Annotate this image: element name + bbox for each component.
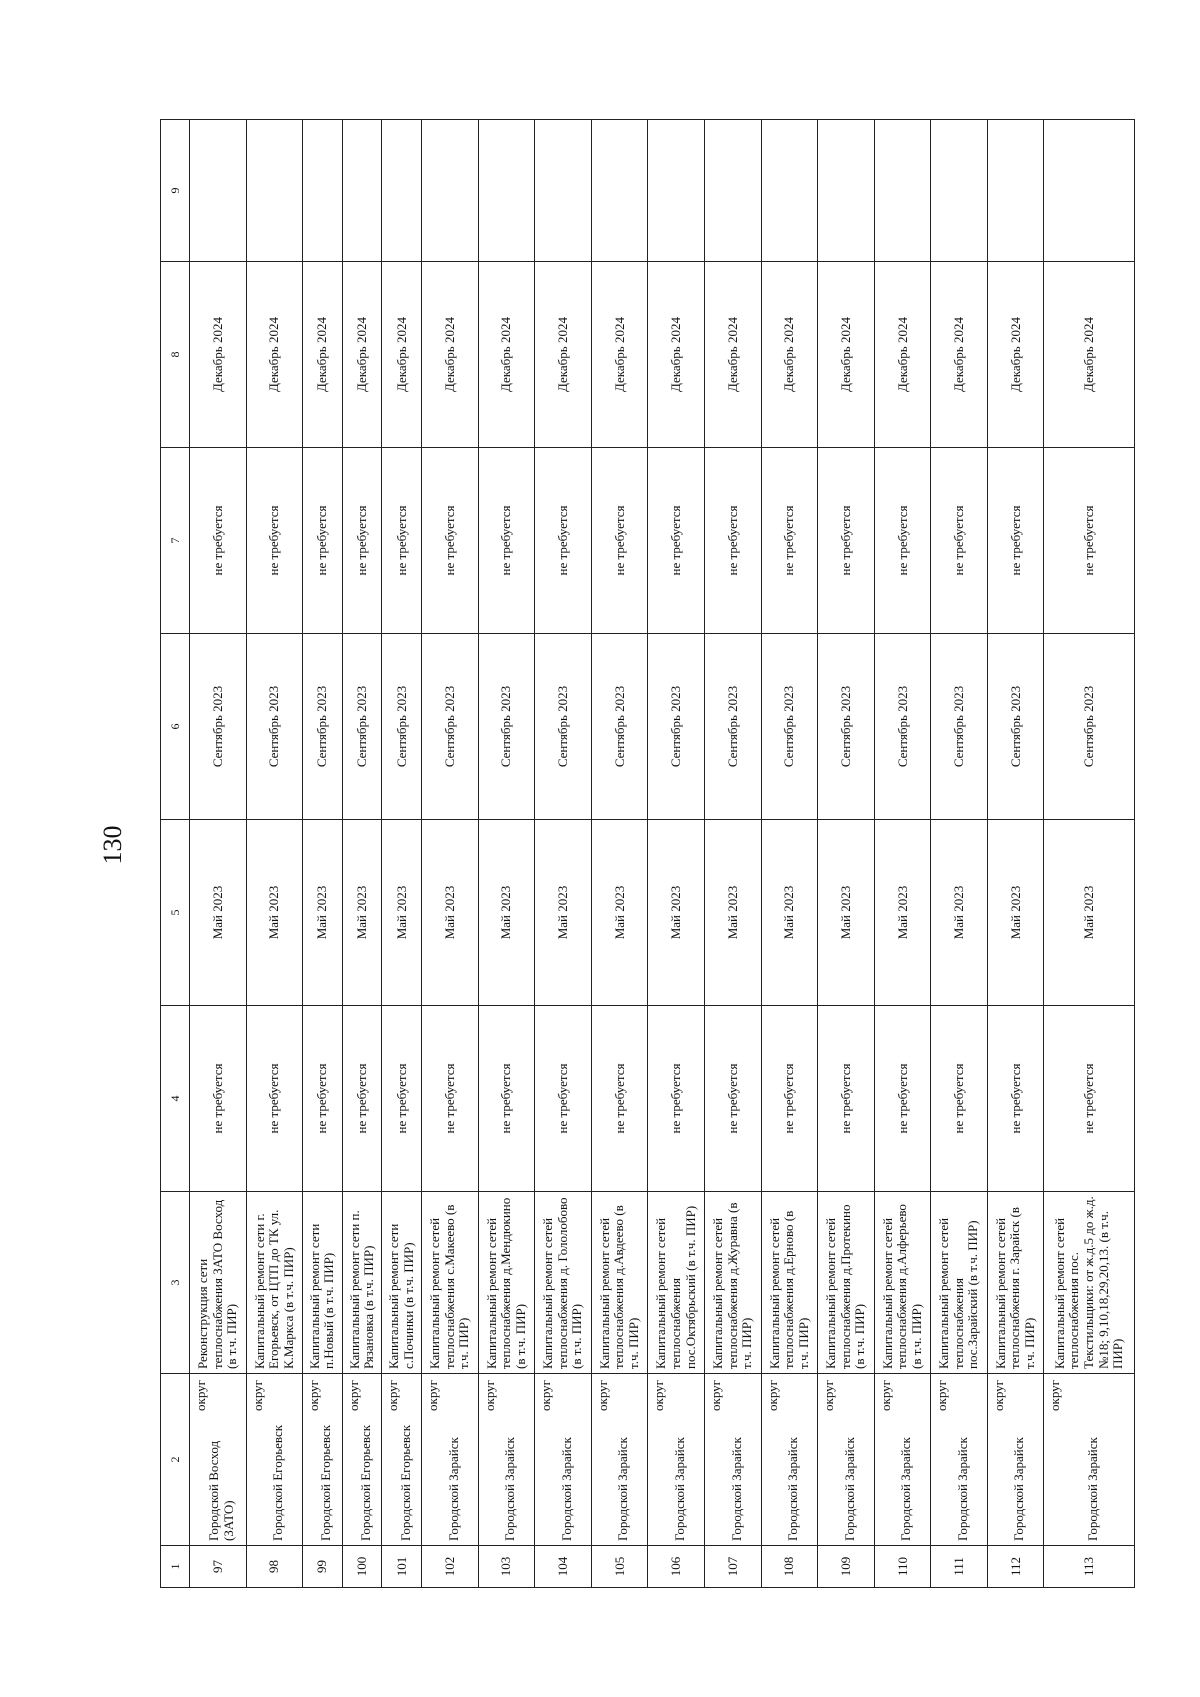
okrug-label: округ xyxy=(877,1380,893,1411)
row-number: 110 xyxy=(874,1546,931,1588)
cell-col-6: Сентябрь 2023 xyxy=(648,634,705,820)
cell-col-7: не требуется xyxy=(1044,448,1135,634)
cell-col-9 xyxy=(818,120,875,262)
cell-col-4: не требуется xyxy=(987,1006,1044,1192)
header-cell-col-4: 4 xyxy=(161,1006,190,1192)
okrug-label: округ xyxy=(345,1380,361,1411)
cell-col-7: не требуется xyxy=(931,448,988,634)
cell-col-5: Май 2023 xyxy=(478,820,535,1006)
cell-col-9 xyxy=(987,120,1044,262)
cell-col-8: Декабрь 2024 xyxy=(382,262,422,448)
okrug-label: округ xyxy=(708,1380,724,1411)
table-row xyxy=(874,120,931,1588)
okrug-label: округ xyxy=(594,1380,610,1411)
cell-col-9 xyxy=(591,120,648,262)
work-description: Капитальный ремонт сетей теплоснабжения г. Зарайск (в т.ч. ПИР) xyxy=(987,1192,1044,1374)
cell-col-4: не требуется xyxy=(591,1006,648,1192)
municipality-name: Городской Зарайск xyxy=(1084,1437,1100,1541)
cell-col-8: Декабрь 2024 xyxy=(190,262,247,448)
cell-col-7: не требуется xyxy=(342,448,382,634)
municipality-name: Городской Зарайск xyxy=(728,1437,744,1541)
municipality-name: Городской Егорьевск xyxy=(357,1424,373,1541)
cell-col-4: не требуется xyxy=(303,1006,343,1192)
cell-col-4: не требуется xyxy=(478,1006,535,1192)
municipality-cell xyxy=(246,1374,303,1546)
work-description: Капитальный ремонт сетей теплоснабжения пос.Октябрьский (в т.ч. ПИР) xyxy=(648,1192,705,1374)
municipality-cell xyxy=(987,1374,1044,1546)
cell-col-9 xyxy=(705,120,762,262)
header-cell-col-1: 1 xyxy=(161,1546,190,1588)
table-body xyxy=(190,120,1135,1588)
cell-col-5: Май 2023 xyxy=(761,820,818,1006)
cell-col-8: Декабрь 2024 xyxy=(591,262,648,448)
cell-col-7: не требуется xyxy=(478,448,535,634)
work-description: Капитальный ремонт сети с.Починки (в т.ч. ПИР) xyxy=(382,1192,422,1374)
municipality-name: Городской Зарайск xyxy=(1011,1437,1027,1541)
cell-col-9 xyxy=(761,120,818,262)
work-description: Капитальный ремонт сети г. Егорьевск, от ЦТП до ТК ул. К.Маркса (в т.ч. ПИР) xyxy=(246,1192,303,1374)
row-number: 108 xyxy=(761,1546,818,1588)
rotated-table-wrapper xyxy=(160,120,1135,1588)
okrug-label: округ xyxy=(306,1380,322,1411)
cell-col-9 xyxy=(190,120,247,262)
cell-col-4: не требуется xyxy=(705,1006,762,1192)
work-description: Капитальный ремонт сетей теплоснабжения д. Гололобово (в т.ч. ПИР) xyxy=(535,1192,592,1374)
table-row xyxy=(190,120,247,1588)
cell-col-9 xyxy=(246,120,303,262)
cell-col-4: не требуется xyxy=(535,1006,592,1192)
header-cell-col-5: 5 xyxy=(161,820,190,1006)
cell-col-9 xyxy=(382,120,422,262)
table-row xyxy=(342,120,382,1588)
works-table xyxy=(160,119,1135,1588)
cell-col-8: Декабрь 2024 xyxy=(761,262,818,448)
table-row xyxy=(1044,120,1135,1588)
cell-col-5: Май 2023 xyxy=(303,820,343,1006)
header-cell-col-3: 3 xyxy=(161,1192,190,1374)
cell-col-5: Май 2023 xyxy=(190,820,247,1006)
okrug-label: округ xyxy=(821,1380,837,1411)
cell-col-6: Сентябрь 2023 xyxy=(190,634,247,820)
header-cell-col-9: 9 xyxy=(161,120,190,262)
table-row xyxy=(705,120,762,1588)
row-number: 109 xyxy=(818,1546,875,1588)
row-number: 105 xyxy=(591,1546,648,1588)
row-number: 100 xyxy=(342,1546,382,1588)
cell-col-9 xyxy=(535,120,592,262)
municipality-name: Городской Зарайск xyxy=(671,1437,687,1541)
municipality-name: Городской Зарайск xyxy=(502,1437,518,1541)
cell-col-8: Декабрь 2024 xyxy=(931,262,988,448)
municipality-cell xyxy=(303,1374,343,1546)
okrug-label: округ xyxy=(385,1380,401,1411)
table-row xyxy=(987,120,1044,1588)
work-description: Капитальный ремонт сетей теплоснабжения д.Алферьево (в т.ч. ПИР) xyxy=(874,1192,931,1374)
municipality-cell xyxy=(818,1374,875,1546)
cell-col-5: Май 2023 xyxy=(648,820,705,1006)
cell-col-6: Сентябрь 2023 xyxy=(382,634,422,820)
work-description: Капитальный ремонт сетей теплоснабжения с.Макеево (в т.ч. ПИР) xyxy=(422,1192,479,1374)
table-row xyxy=(246,120,303,1588)
work-description: Капитальный ремонт сетей теплоснабжения д.Мендюкино (в т.ч. ПИР) xyxy=(478,1192,535,1374)
table-row xyxy=(422,120,479,1588)
header-cell-col-2: 2 xyxy=(161,1374,190,1546)
row-number: 111 xyxy=(931,1546,988,1588)
cell-col-6: Сентябрь 2023 xyxy=(818,634,875,820)
okrug-label: округ xyxy=(538,1380,554,1411)
cell-col-7: не требуется xyxy=(874,448,931,634)
table-row xyxy=(761,120,818,1588)
cell-col-8: Декабрь 2024 xyxy=(705,262,762,448)
cell-col-6: Сентябрь 2023 xyxy=(535,634,592,820)
work-description: Капитальный ремонт сетей теплоснабжения д.Ерново (в т.ч. ПИР) xyxy=(761,1192,818,1374)
municipality-cell xyxy=(705,1374,762,1546)
cell-col-8: Декабрь 2024 xyxy=(478,262,535,448)
cell-col-7: не требуется xyxy=(591,448,648,634)
cell-col-7: не требуется xyxy=(648,448,705,634)
cell-col-9 xyxy=(1044,120,1135,262)
row-number: 99 xyxy=(303,1546,343,1588)
cell-col-9 xyxy=(422,120,479,262)
municipality-name: Городской Зарайск xyxy=(898,1437,914,1541)
cell-col-6: Сентябрь 2023 xyxy=(1044,634,1135,820)
row-number: 113 xyxy=(1044,1546,1135,1588)
cell-col-5: Май 2023 xyxy=(931,820,988,1006)
cell-col-8: Декабрь 2024 xyxy=(987,262,1044,448)
cell-col-8: Декабрь 2024 xyxy=(246,262,303,448)
row-number: 98 xyxy=(246,1546,303,1588)
work-description: Капитальный ремонт сетей теплоснабжения пос. Текстильщики: от ж.д.5 до ж.д.№18; 9,10,18,29,20,13. (в т.ч. ПИР) xyxy=(1044,1192,1135,1374)
cell-col-5: Май 2023 xyxy=(422,820,479,1006)
cell-col-5: Май 2023 xyxy=(246,820,303,1006)
okrug-label: округ xyxy=(425,1380,441,1411)
row-number: 102 xyxy=(422,1546,479,1588)
okrug-label: округ xyxy=(193,1380,208,1411)
work-description: Капитальный ремонт сетей теплоснабжения д.Протекино (в т.ч. ПИР) xyxy=(818,1192,875,1374)
cell-col-9 xyxy=(342,120,382,262)
cell-col-4: не требуется xyxy=(818,1006,875,1192)
cell-col-9 xyxy=(648,120,705,262)
cell-col-8: Декабрь 2024 xyxy=(1044,262,1135,448)
page-number: 130 xyxy=(98,825,127,865)
cell-col-7: не требуется xyxy=(818,448,875,634)
municipality-cell xyxy=(382,1374,422,1546)
municipality-name: Городской Восход (ЗАТО) xyxy=(206,1440,236,1541)
cell-col-6: Сентябрь 2023 xyxy=(874,634,931,820)
okrug-label: округ xyxy=(990,1380,1006,1411)
cell-col-7: не требуется xyxy=(422,448,479,634)
cell-col-6: Сентябрь 2023 xyxy=(246,634,303,820)
okrug-label: округ xyxy=(934,1380,950,1411)
cell-col-4: не требуется xyxy=(1044,1006,1135,1192)
okrug-label: округ xyxy=(651,1380,667,1411)
table-row xyxy=(535,120,592,1588)
cell-col-9 xyxy=(874,120,931,262)
cell-col-6: Сентябрь 2023 xyxy=(761,634,818,820)
municipality-name: Городской Зарайск xyxy=(445,1437,461,1541)
cell-col-7: не требуется xyxy=(761,448,818,634)
table-row xyxy=(818,120,875,1588)
cell-col-9 xyxy=(303,120,343,262)
cell-col-7: не требуется xyxy=(987,448,1044,634)
row-number: 112 xyxy=(987,1546,1044,1588)
cell-col-9 xyxy=(931,120,988,262)
okrug-label: округ xyxy=(764,1380,780,1411)
cell-col-4: не требуется xyxy=(342,1006,382,1192)
municipality-cell xyxy=(931,1374,988,1546)
cell-col-7: не требуется xyxy=(303,448,343,634)
cell-col-5: Май 2023 xyxy=(705,820,762,1006)
municipality-cell xyxy=(874,1374,931,1546)
work-description: Капитальный ремонт сетей теплоснабжения д.Журавна (в т.ч. ПИР) xyxy=(705,1192,762,1374)
cell-col-5: Май 2023 xyxy=(535,820,592,1006)
cell-col-8: Декабрь 2024 xyxy=(648,262,705,448)
cell-col-6: Сентябрь 2023 xyxy=(931,634,988,820)
municipality-name: Городской Зарайск xyxy=(841,1437,857,1541)
okrug-label: округ xyxy=(481,1380,497,1411)
cell-col-4: не требуется xyxy=(761,1006,818,1192)
cell-col-6: Сентябрь 2023 xyxy=(705,634,762,820)
table-row xyxy=(931,120,988,1588)
cell-col-8: Декабрь 2024 xyxy=(818,262,875,448)
table-row xyxy=(648,120,705,1588)
municipality-cell xyxy=(478,1374,535,1546)
cell-col-7: не требуется xyxy=(382,448,422,634)
row-number: 103 xyxy=(478,1546,535,1588)
cell-col-6: Сентябрь 2023 xyxy=(987,634,1044,820)
cell-col-7: не требуется xyxy=(535,448,592,634)
municipality-cell xyxy=(761,1374,818,1546)
row-number: 106 xyxy=(648,1546,705,1588)
cell-col-8: Декабрь 2024 xyxy=(303,262,343,448)
cell-col-8: Декабрь 2024 xyxy=(342,262,382,448)
municipality-name: Городской Егорьевск xyxy=(397,1424,413,1541)
municipality-name: Городской Егорьевск xyxy=(318,1424,334,1541)
work-description: Реконструкция сети теплоснабжения ЗАТО Восход (в т.ч. ПИР) xyxy=(190,1192,247,1374)
row-number: 97 xyxy=(190,1546,247,1588)
cell-col-5: Май 2023 xyxy=(382,820,422,1006)
cell-col-5: Май 2023 xyxy=(342,820,382,1006)
cell-col-5: Май 2023 xyxy=(591,820,648,1006)
cell-col-4: не требуется xyxy=(382,1006,422,1192)
row-number: 101 xyxy=(382,1546,422,1588)
row-number: 107 xyxy=(705,1546,762,1588)
cell-col-7: не требуется xyxy=(705,448,762,634)
municipality-cell xyxy=(648,1374,705,1546)
table-row xyxy=(303,120,343,1588)
cell-col-5: Май 2023 xyxy=(818,820,875,1006)
cell-col-4: не требуется xyxy=(931,1006,988,1192)
cell-col-9 xyxy=(478,120,535,262)
cell-col-8: Декабрь 2024 xyxy=(874,262,931,448)
table-row xyxy=(382,120,422,1588)
row-number: 104 xyxy=(535,1546,592,1588)
cell-col-4: не требуется xyxy=(874,1006,931,1192)
header-cell-col-7: 7 xyxy=(161,448,190,634)
cell-col-6: Сентябрь 2023 xyxy=(303,634,343,820)
municipality-name: Городской Егорьевск xyxy=(270,1424,286,1541)
cell-col-4: не требуется xyxy=(422,1006,479,1192)
cell-col-5: Май 2023 xyxy=(987,820,1044,1006)
cell-col-7: не требуется xyxy=(190,448,247,634)
municipality-name: Городской Зарайск xyxy=(785,1437,801,1541)
table-row xyxy=(478,120,535,1588)
cell-col-8: Декабрь 2024 xyxy=(535,262,592,448)
municipality-cell xyxy=(1044,1374,1135,1546)
cell-col-6: Сентябрь 2023 xyxy=(422,634,479,820)
table-row xyxy=(591,120,648,1588)
cell-col-7: не требуется xyxy=(246,448,303,634)
municipality-name: Городской Зарайск xyxy=(615,1437,631,1541)
work-description: Капитальный ремонт сетей теплоснабжения пос.Зарайский (в т.ч. ПИР) xyxy=(931,1192,988,1374)
municipality-cell xyxy=(422,1374,479,1546)
work-description: Капитальный ремонт сетей теплоснабжения д.Авдеево (в т.ч. ПИР) xyxy=(591,1192,648,1374)
cell-col-4: не требуется xyxy=(246,1006,303,1192)
municipality-cell xyxy=(591,1374,648,1546)
cell-col-5: Май 2023 xyxy=(874,820,931,1006)
cell-col-4: не требуется xyxy=(190,1006,247,1192)
municipality-cell xyxy=(342,1374,382,1546)
municipality-name: Городской Зарайск xyxy=(558,1437,574,1541)
municipality-cell xyxy=(190,1374,247,1546)
cell-col-4: не требуется xyxy=(648,1006,705,1192)
municipality-name: Городской Зарайск xyxy=(954,1437,970,1541)
cell-col-6: Сентябрь 2023 xyxy=(342,634,382,820)
header-row xyxy=(161,120,190,1588)
header-cell-col-8: 8 xyxy=(161,262,190,448)
cell-col-8: Декабрь 2024 xyxy=(422,262,479,448)
table-header xyxy=(161,120,190,1588)
cell-col-6: Сентябрь 2023 xyxy=(591,634,648,820)
header-cell-col-6: 6 xyxy=(161,634,190,820)
okrug-label: округ xyxy=(249,1380,265,1411)
okrug-label: округ xyxy=(1047,1380,1063,1411)
municipality-cell xyxy=(535,1374,592,1546)
cell-col-6: Сентябрь 2023 xyxy=(478,634,535,820)
work-description: Капитальный ремонт сети п. Рязановка (в т.ч. ПИР) xyxy=(342,1192,382,1374)
work-description: Капитальный ремонт сети п.Новый (в т.ч. ПИР) xyxy=(303,1192,343,1374)
cell-col-5: Май 2023 xyxy=(1044,820,1135,1006)
